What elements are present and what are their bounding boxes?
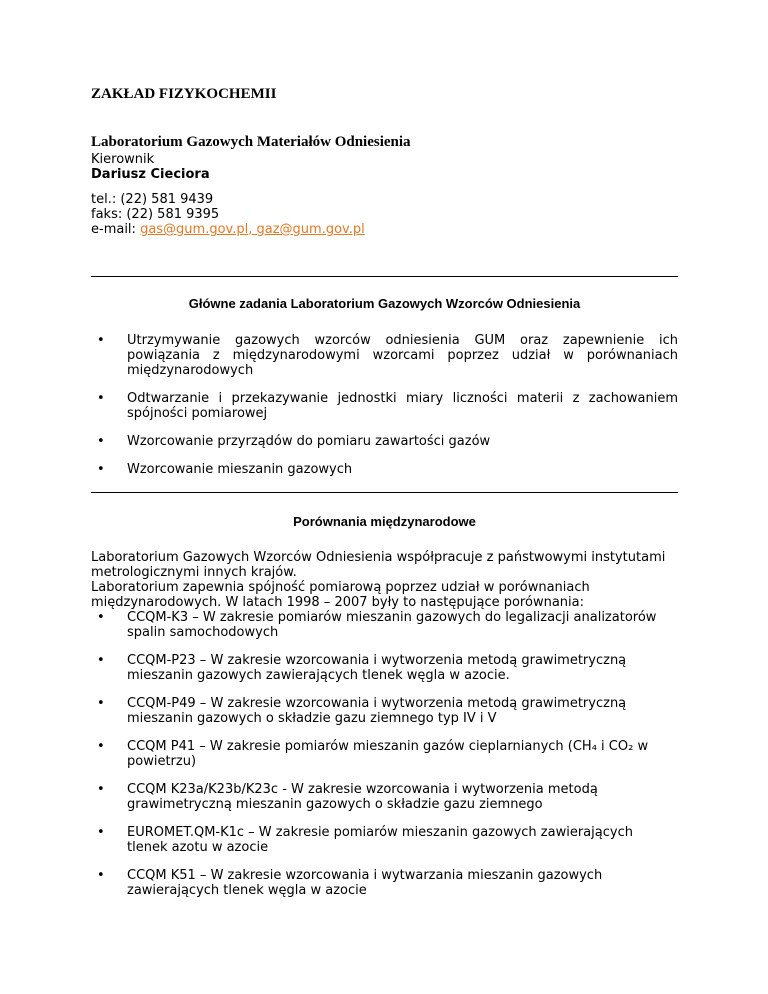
list-item: • EUROMET.QM-K1c – W zakresie pomiarów mieszanin gazowych zawierających tlenek azotu w azocie [91,825,678,855]
list-item: • CCQM K51 – W zakresie wzorcowania i wytwarzania mieszanin gazowych zawierających tlenek węgla w azocie [91,868,678,898]
email-label: e-mail: [91,222,141,237]
comparisons-list [91,610,678,911]
comparisons-heading: Porównania międzynarodowe [293,514,476,529]
head-name: Dariusz Cieciora [91,167,210,182]
department-title: ZAKŁAD FIZYKOCHEMII [91,86,277,102]
intro-line: Laboratorium Gazowych Wzorców Odniesienia współpracuje z państwowymi instytutami [91,550,666,565]
list-item: • Odtwarzanie i przekazywanie jednostki miary liczności materii z zachowaniem spójności pomiarowej [91,391,678,421]
list-item: • Wzorcowanie przyrządów do pomiaru zawartości gazów [91,434,678,449]
email-line [91,222,365,237]
divider [91,276,678,277]
list-item: • CCQM-P49 – W zakresie wzorcowania i wytworzenia metodą grawimetryczną mieszanin gazowych o składzie gazu ziemnego typ IV i V [91,696,678,726]
lab-name: Laboratorium Gazowych Materiałów Odniesienia [91,134,411,150]
list-item: • Wzorcowanie mieszanin gazowych [91,462,678,477]
list-item: • CCQM K23a/K23b/K23c - W zakresie wzorcowania i wytworzenia metodą grawimetryczną mieszanin gazowych o składzie gazu ziemnego [91,782,678,812]
intro-line: Laboratorium zapewnia spójność pomiarową poprzez udział w porównaniach [91,580,590,595]
head-label: Kierownik [91,152,155,167]
email-link-gas[interactable]: gas@gum.gov.pl [140,222,249,237]
divider [91,492,678,493]
tasks-list [91,333,678,490]
list-item: • CCQM-P23 – W zakresie wzorcowania i wytworzenia metodą grawimetryczną mieszanin gazowych zawierających tlenek węgla w azocie. [91,653,678,683]
email-link-gaz[interactable]: gaz@gum.gov.pl [256,222,365,237]
list-item: • CCQM-K3 – W zakresie pomiarów mieszanin gazowych do legalizacji analizatorów spalin samochodowych [91,610,678,640]
intro-line: metrologicznymi innych krajów. [91,565,297,580]
comparisons-intro [91,550,678,610]
intro-line: międzynarodowych. W latach 1998 – 2007 były to następujące porównania: [91,595,584,610]
list-item: • Utrzymywanie gazowych wzorców odniesienia GUM oraz zapewnienie ich powiązania z międzynarodowymi wzorcami poprzez udział w porównaniach międzynarodowych [91,333,678,378]
fax: faks: (22) 581 9395 [91,207,220,222]
tasks-heading: Główne zadania Laboratorium Gazowych Wzorców Odniesienia [188,296,581,311]
phone: tel.: (22) 581 9439 [91,192,214,207]
email-separator: , [248,222,257,237]
list-item: • CCQM P41 – W zakresie pomiarów mieszanin gazów cieplarnianych (CH₄ i CO₂ w powietrzu) [91,739,678,769]
